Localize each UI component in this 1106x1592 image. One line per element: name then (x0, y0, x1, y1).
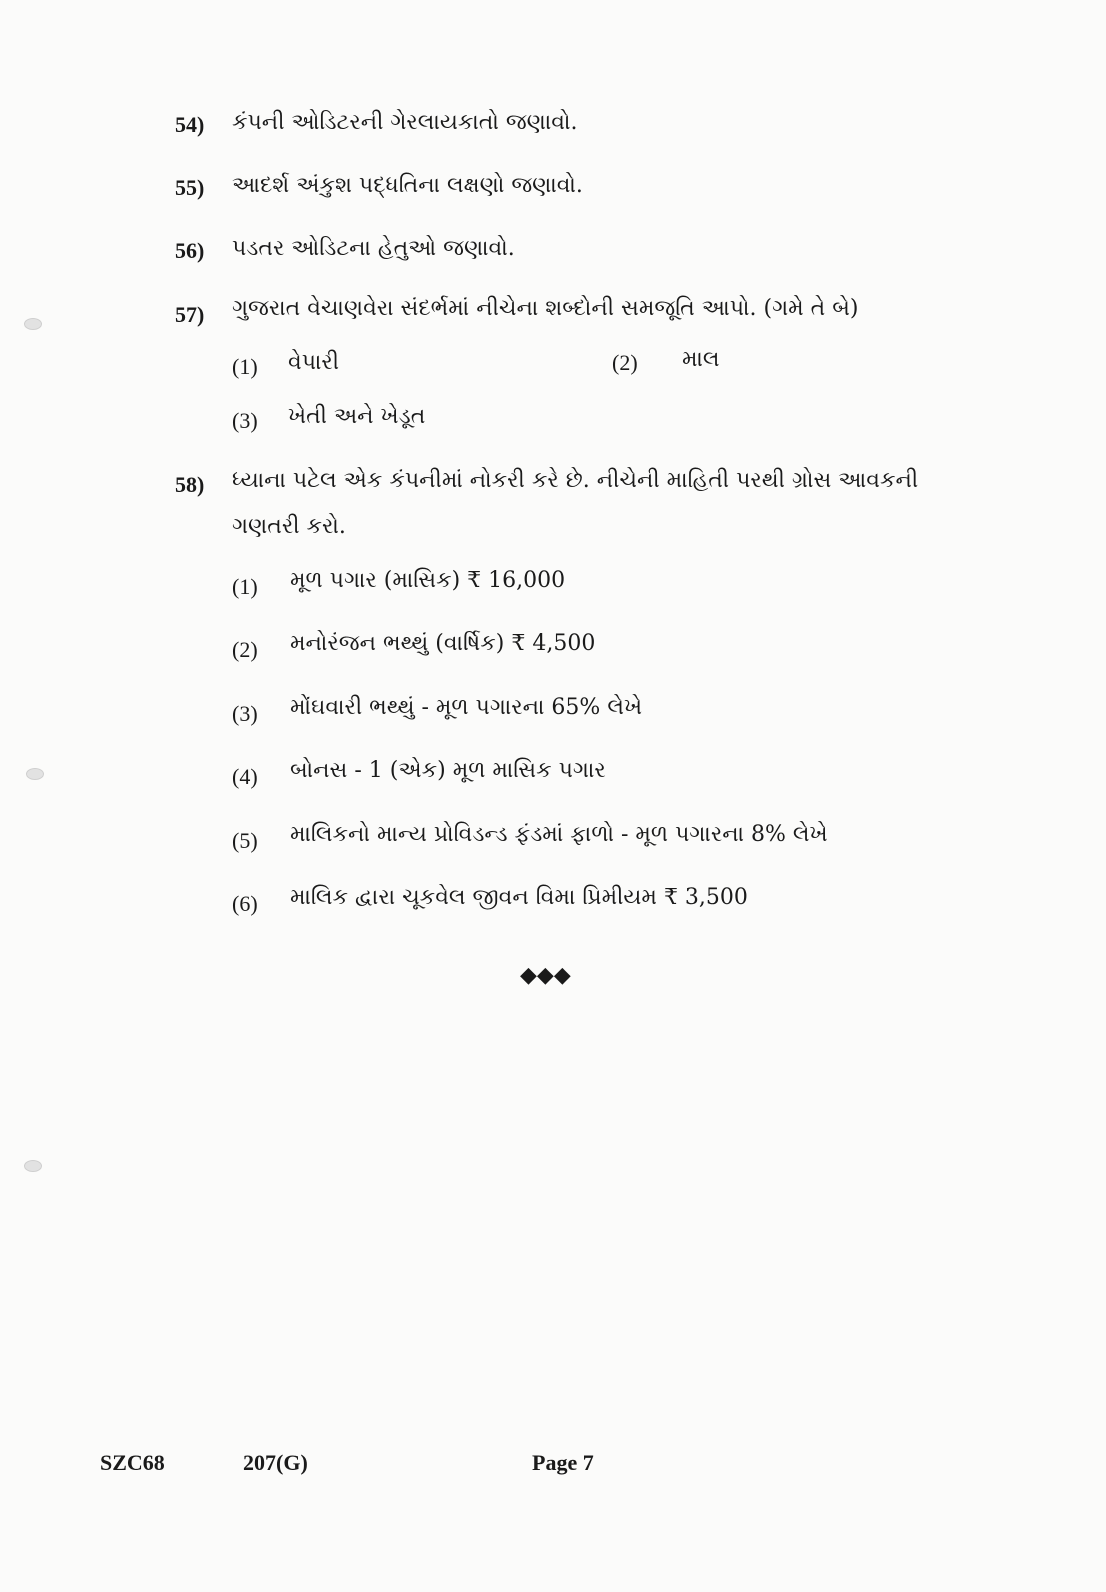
item-text: માલિક દ્વારા ચૂકવેલ જીવન વિમા પ્રિમીયમ ₹ 3,500 (290, 885, 748, 910)
question-number: 56) (175, 238, 205, 263)
question-number: 57) (175, 302, 205, 327)
item-text: બોનસ - 1 (એક) મૂળ માસિક પગાર (290, 758, 606, 783)
item-text: મૂળ પગાર (માસિક) ₹ 16,000 (290, 568, 566, 593)
option-text: માલ (682, 347, 720, 372)
punch-hole-mark (24, 1160, 42, 1172)
question-number: 58) (175, 472, 205, 497)
end-of-section-marker: ◆◆◆ (520, 963, 571, 988)
question-text: ધ્યાના પટેલ એક કંપનીમાં નોકરી કરે છે. નીચેની માહિતી પરથી ગ્રોસ આવકની ગણતરી કરો. (232, 468, 919, 539)
question-text: પડતર ઓડિટના હેતુઓ જણાવો. (232, 236, 515, 261)
option-text: વેપારી (288, 350, 340, 375)
item-number: (5) (232, 828, 258, 853)
option-number: (3) (232, 408, 258, 433)
punch-hole-mark (24, 318, 42, 330)
item-number: (3) (232, 701, 258, 726)
punch-hole-mark (26, 768, 44, 780)
item-number: (2) (232, 637, 258, 662)
option-text: ખેતી અને ખેડૂત (288, 404, 426, 429)
footer-paper-number: 207(G) (243, 1450, 308, 1475)
footer-code: SZC68 (100, 1450, 165, 1475)
item-text: માલિકનો માન્ય પ્રોવિડન્ડ ફંડમાં ફાળો - મૂળ પગારના 8% લેખે (290, 822, 828, 847)
item-text: મનોરંજન ભથ્થું (વાર્ષિક) ₹ 4,500 (290, 631, 596, 656)
question-text: કંપની ઓડિટરની ગેરલાયકાતો જણાવો. (232, 110, 578, 135)
item-text: મોંઘવારી ભથ્થું - મૂળ પગારના 65% લેખે (290, 695, 643, 720)
option-number: (1) (232, 354, 258, 379)
question-text: ગુજરાત વેચાણવેરા સંદર્ભમાં નીચેના શબ્દોની સમજૂતિ આપો. (ગમે તે બે) (232, 296, 859, 321)
item-number: (1) (232, 574, 258, 599)
question-text: આદર્શ અંકુશ પદ્ધતિના લક્ષણો જણાવો. (232, 173, 583, 198)
page-number: Page 7 (532, 1450, 594, 1475)
item-number: (6) (232, 891, 258, 916)
item-number: (4) (232, 764, 258, 789)
option-number: (2) (612, 350, 638, 375)
question-number: 54) (175, 112, 205, 137)
question-number: 55) (175, 175, 205, 200)
